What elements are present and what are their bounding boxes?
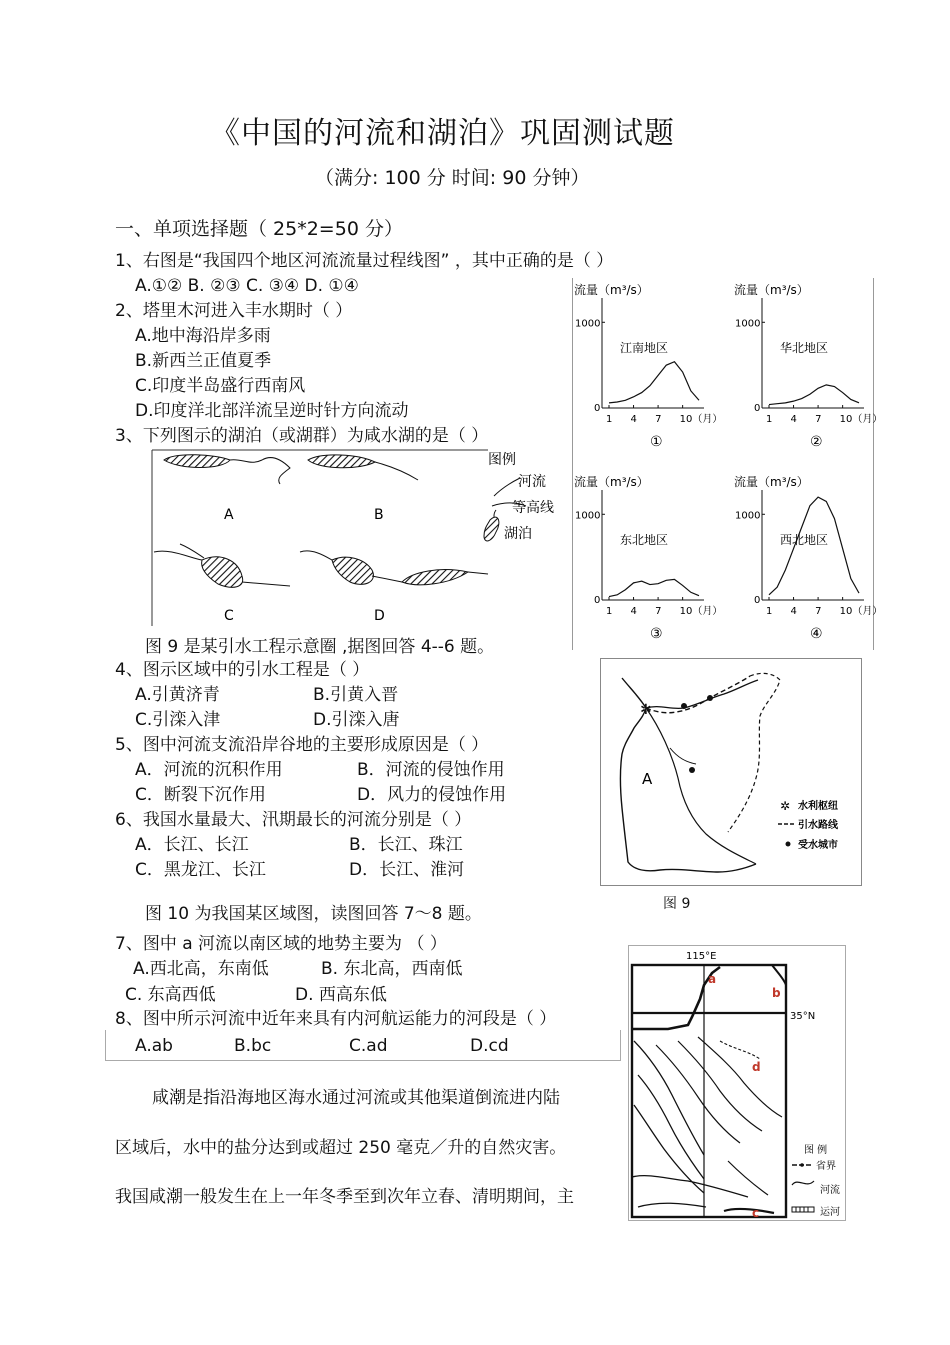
q2-option-c: C.印度半岛盛行西南风 [135, 376, 306, 396]
lake-a [164, 455, 290, 484]
fig9-intro: 图 9 是某引水工程示意圈 ,据图回答 4--6 题。 [145, 637, 495, 657]
q2-option-d: D.印度洋北部洋流呈逆时针方向流动 [135, 401, 409, 421]
q5-stem: 5、图中河流支流沿岸谷地的主要形成原因是（ ） [115, 735, 489, 755]
lake-figure [150, 448, 575, 628]
legend-contour: 等高线 [512, 500, 554, 516]
x-tick-label: 7 [815, 414, 822, 425]
x-tick-label: 7 [815, 606, 822, 617]
x-tick-label: 4 [630, 414, 637, 425]
fig10-legend [792, 1143, 840, 1218]
q5-option-b: B．河流的侵蚀作用 [357, 760, 505, 780]
q4-option-b: B.引黄入晋 [313, 685, 399, 705]
fig9-city-dot [681, 703, 687, 709]
fig10-intro: 图 10 为我国某区域图，读图回答 7～8 题。 [145, 904, 482, 924]
q2-option-a: A.地中海沿岸多雨 [135, 326, 271, 346]
q1-options: A.①② B. ②③ C. ③④ D. ①④ [135, 276, 359, 296]
lake-c [154, 544, 290, 587]
chart-number: ④ [810, 626, 823, 642]
flow-axis-label: 流量（m³/s） [574, 475, 649, 489]
y-tick-label: 1000 [575, 318, 601, 330]
legend-hub-icon: ✲ [780, 799, 791, 813]
q2-option-b: B.新西兰正值夏季 [135, 351, 272, 371]
q5-option-c: C．断裂下沉作用 [135, 785, 266, 805]
zero-label: 0 [594, 595, 601, 606]
flow-axis-label: 流量（m³/s） [734, 475, 809, 489]
q5-option-d: D．风力的侵蚀作用 [357, 785, 507, 805]
x-tick-label: 1 [766, 414, 773, 425]
paragraph-line-3: 我国咸潮一般发生在上一年冬季至到次年立春、清明期间，主 [115, 1187, 574, 1207]
region-label: 江南地区 [620, 341, 669, 355]
q8-option-d: D.cd [470, 1036, 509, 1056]
q7-option-c: C. 东高西低 [125, 985, 216, 1005]
q8-stem: 8、图中所示河流中近年来具有内河航运能力的河段是（ ） [115, 1009, 557, 1029]
q8-option-a: A.ab [135, 1036, 173, 1056]
x-tick-label: 7 [655, 414, 662, 425]
zero-label: 0 [594, 403, 601, 414]
legend-route: 引水路线 [798, 820, 838, 831]
x-tick-label: 4 [790, 606, 797, 617]
x-tick-label: 10（月） [679, 414, 723, 425]
q4-option-a: A.引黄济青 [135, 685, 220, 705]
q6-option-b: B．长江、珠江 [349, 835, 463, 855]
x-tick-label: 4 [630, 606, 637, 617]
lake-label-b: B [374, 507, 384, 523]
fig10-legend-title: 图 例 [804, 1145, 828, 1156]
y-tick-label: 1000 [575, 510, 601, 522]
fig10-point-d: d [752, 1060, 761, 1074]
paragraph-line-2: 区域后，水中的盐分达到或超过 250 毫克／升的自然灾害。 [115, 1138, 567, 1158]
q4-stem: 4、图示区域中的引水工程是（ ） [115, 660, 370, 680]
y-tick-label: 1000 [735, 318, 761, 330]
fig9-map [600, 658, 862, 886]
flow-series-line [769, 385, 859, 405]
q6-option-d: D．长江、淮河 [349, 860, 465, 880]
q6-option-a: A．长江、长江 [135, 835, 249, 855]
q7-option-d: D. 西高东低 [295, 985, 387, 1005]
paragraph-line-1: 咸潮是指沿海地区海水通过河流或其他渠道倒流进内陆 [152, 1088, 560, 1108]
zero-label: 0 [754, 595, 761, 606]
fig9-city-dot [689, 767, 695, 773]
legend-canal: 运河 [820, 1207, 840, 1218]
fig9-caption: 图 9 [663, 896, 691, 912]
legend-river: 河流 [820, 1185, 840, 1196]
legend-river: 河流 [518, 474, 546, 490]
fig9-hub-icon: ✲ [640, 702, 652, 718]
q1-stem: 1、右图是“我国四个地区河流流量过程线图” ，其中正确的是（ ） [115, 251, 614, 271]
chart-number: ② [810, 434, 823, 450]
fig9-city-dot [707, 695, 713, 701]
q4-option-c: C.引滦入津 [135, 710, 221, 730]
lake-label-d: D [374, 608, 385, 624]
q8-option-c: C.ad [349, 1036, 388, 1056]
x-tick-label: 7 [655, 606, 662, 617]
chart-number: ① [650, 434, 663, 450]
legend-province-border: 省界 [816, 1161, 836, 1172]
legend-lake: 湖泊 [504, 526, 532, 542]
q7-option-a: A.西北高，东南低 [133, 959, 269, 979]
flow-series-line [609, 362, 699, 403]
zero-label: 0 [754, 403, 761, 414]
x-tick-label: 10（月） [679, 606, 723, 617]
q7-option-b: B. 东北高，西南低 [321, 959, 463, 979]
region-label: 西北地区 [780, 533, 829, 547]
lake-b [308, 455, 418, 480]
river-flow-charts [572, 278, 883, 650]
lake-d [300, 551, 488, 585]
q4-option-d: D.引滦入唐 [313, 710, 400, 730]
region-label: 华北地区 [780, 341, 829, 355]
lake-legend-title: 图例 [488, 452, 516, 468]
fig9-label-a: A [642, 770, 653, 788]
x-tick-label: 4 [790, 414, 797, 425]
region-label: 东北地区 [620, 533, 669, 547]
fig10-point-a: a [708, 972, 717, 986]
lake-label-a: A [224, 507, 234, 523]
fig10-point-c: c [752, 1206, 760, 1220]
x-tick-label: 1 [766, 606, 773, 617]
page-title: 《中国的河流和湖泊》巩固测试题 [210, 116, 675, 151]
x-tick-label: 10（月） [839, 606, 883, 617]
flow-series-line [609, 579, 699, 596]
fig10-longitude: 115°E [686, 951, 717, 962]
lake-label-c: C [224, 608, 234, 624]
q8-option-b: B.bc [234, 1036, 272, 1056]
section-heading: 一、单项选择题（ 25*2=50 分） [115, 218, 403, 240]
lake-legend [484, 452, 554, 542]
q6-option-c: C．黑龙江、长江 [135, 860, 266, 880]
q7-stem: 7、图中 a 河流以南区域的地势主要为 （ ） [115, 934, 447, 954]
chart-number: ③ [650, 626, 663, 642]
x-tick-label: 1 [606, 606, 613, 617]
q5-option-a: A．河流的沉积作用 [135, 760, 283, 780]
flow-axis-label: 流量（m³/s） [734, 283, 809, 297]
fig10-latitude: 35°N [790, 1011, 816, 1022]
q6-stem: 6、我国水量最大、汛期最长的河流分别是（ ） [115, 810, 472, 830]
flow-axis-label: 流量（m³/s） [574, 283, 649, 297]
q3-stem: 3、下列图示的湖泊（或湖群）为咸水湖的是（ ） [115, 426, 489, 446]
fig10-point-b: b [772, 986, 781, 1000]
legend-city: 受水城市 [798, 840, 838, 851]
fig10-map [628, 945, 846, 1221]
score-time-subtitle: （满分: 100 分 时间: 90 分钟） [315, 167, 590, 189]
fig9-legend [778, 799, 839, 851]
q2-stem: 2、塔里木河进入丰水期时（ ） [115, 301, 353, 321]
legend-hub: 水利枢纽 [798, 801, 838, 812]
x-tick-label: 1 [606, 414, 613, 425]
y-tick-label: 1000 [735, 510, 761, 522]
x-tick-label: 10（月） [839, 414, 883, 425]
